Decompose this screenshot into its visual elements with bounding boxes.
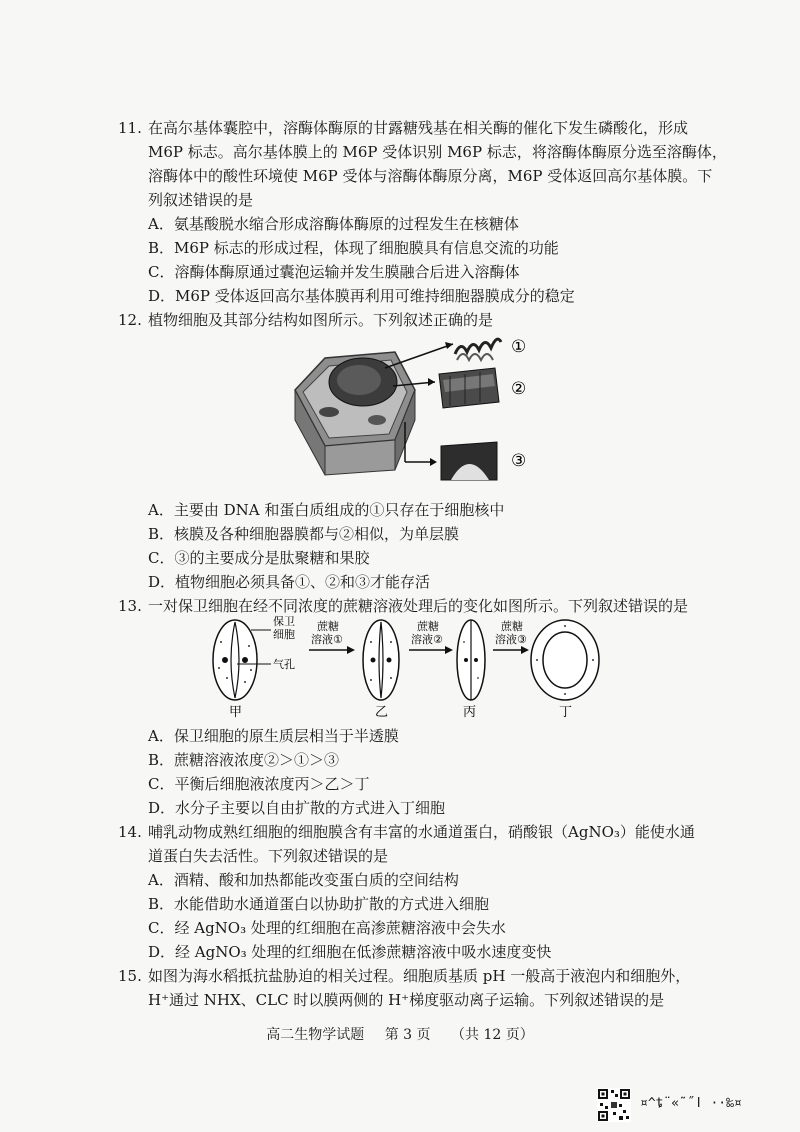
q12-stem: 植物细胞及其部分结构如图所示。下列叙述正确的是 xyxy=(148,311,494,329)
cell-label-ding: 丁 xyxy=(559,705,573,720)
guard-cell-yi xyxy=(363,620,399,700)
arrow-3-label-top: 蔗糖 xyxy=(501,620,523,633)
label-pore: 气孔 xyxy=(273,658,295,671)
figure-label-1: ① xyxy=(511,337,527,357)
q14-number: 14. xyxy=(118,823,142,841)
cell-label-bing: 丙 xyxy=(463,705,477,720)
footer-total-pages: （共 12 页） xyxy=(451,1027,534,1043)
q11-stem-line-1: 在高尔基体囊腔中，溶酶体酶原的甘露糖残基在相关酶的催化下发生磷酸化，形成 xyxy=(148,119,689,137)
arrow-2-label-bottom: 溶液② xyxy=(411,633,443,646)
q12-option-b: B．核膜及各种细胞器膜都与②相似，为单层膜 xyxy=(148,525,460,543)
q13-number: 13. xyxy=(118,597,142,615)
q11-option-d: D．M6P 受体返回高尔基体膜再利用可维持细胞器膜成分的稳定 xyxy=(148,287,575,305)
q11-stem-line-4: 列叙述错误的是 xyxy=(148,191,254,209)
cell-label-yi: 乙 xyxy=(375,705,389,720)
q12-option-c: C．③的主要成分是肽聚糖和果胶 xyxy=(148,549,370,567)
guard-cell-jia xyxy=(213,620,257,700)
q15-number: 15. xyxy=(118,967,142,985)
q11-option-a: A．氨基酸脱水缩合形成溶酶体酶原的过程发生在核糖体 xyxy=(148,215,519,233)
q13-stem: 一对保卫细胞在经不同浓度的蔗糖溶液处理后的变化如图所示。下列叙述错误的是 xyxy=(148,597,689,615)
q13-option-b: B．蔗糖溶液浓度②＞①＞③ xyxy=(148,751,340,769)
q14-option-b: B．水能借助水通道蛋白以协助扩散的方式进入细胞 xyxy=(148,895,490,913)
guard-cell-ding xyxy=(531,620,599,700)
q11-stem-line-2: M6P 标志。高尔基体膜上的 M6P 受体识别 M6P 标志，将溶酶体酶原分选至溶酶体， xyxy=(148,143,727,161)
plant-cell-figure xyxy=(285,330,545,490)
q11-number: 11. xyxy=(118,119,142,137)
arrow-1-label-bottom: 溶液① xyxy=(311,633,343,646)
q15-stem-line-1: 如图为海水稻抵抗盐胁迫的相关过程。细胞质基质 pH 一般高于液泡内和细胞外， xyxy=(148,967,691,985)
guard-cell-bing xyxy=(457,620,485,700)
q11-stem-line-3: 溶酶体中的酸性环境使 M6P 受体与溶酶体酶原分离，M6P 受体返回高尔基体膜。下 xyxy=(148,167,713,185)
q14-option-d: D．经 AgNO₃ 处理的红细胞在低渗蔗糖溶液中吸水速度变快 xyxy=(148,943,552,961)
figure-label-3: ③ xyxy=(511,451,527,471)
figure-label-2: ② xyxy=(511,379,527,399)
q14-option-a: A．酒精、酸和加热都能改变蛋白质的空间结构 xyxy=(148,871,459,889)
footer-page-number: 第 3 页 xyxy=(384,1027,431,1043)
page-footer xyxy=(0,1024,800,1044)
arrow-2-label-top: 蔗糖 xyxy=(417,620,439,633)
q12-option-a: A．主要由 DNA 和蛋白质组成的①只存在于细胞核中 xyxy=(148,501,505,519)
cell-label-jia: 甲 xyxy=(229,705,243,720)
q13-option-d: D．水分子主要以自由扩散的方式进入丁细胞 xyxy=(148,799,446,817)
q14-option-c: C．经 AgNO₃ 处理的红细胞在高渗蔗糖溶液中会失水 xyxy=(148,919,506,937)
cell-wall-structure xyxy=(441,442,497,480)
plant-cell-diagram xyxy=(295,352,415,475)
guard-cell-figure xyxy=(205,612,605,722)
q11-option-c: C．溶酶体酶原通过囊泡运输并发生膜融合后进入溶酶体 xyxy=(148,263,520,281)
q11-option-b: B．M6P 标志的形成过程，体现了细胞膜具有信息交流的功能 xyxy=(148,239,559,257)
q13-option-c: C．平衡后细胞液浓度丙＞乙＞丁 xyxy=(148,775,370,793)
q13-option-a: A．保卫细胞的原生质层相当于半透膜 xyxy=(148,727,399,745)
q14-stem-line-2: 道蛋白失去活性。下列叙述错误的是 xyxy=(148,847,389,865)
membrane-structure xyxy=(439,368,499,408)
arrow-3-label-bottom: 溶液③ xyxy=(495,633,527,646)
label-guard-2: 细胞 xyxy=(273,628,295,641)
q12-number: 12. xyxy=(118,311,142,329)
scan-text: ¤^ȶ¨«˜˝ǀ ··‰¤ xyxy=(640,1096,742,1111)
arrow-1-label-top: 蔗糖 xyxy=(317,620,339,633)
q14-stem-line-1: 哺乳动物成熟红细胞的细胞膜含有丰富的水通道蛋白，硝酸银（AgNO₃）能使水通 xyxy=(148,823,695,841)
q15-stem-line-2: H⁺通过 NHX、CLC 时以膜两侧的 H⁺梯度驱动离子运输。下列叙述错误的是 xyxy=(148,991,665,1009)
qr-code-icon xyxy=(597,1088,631,1122)
chromatin-structure xyxy=(455,339,501,360)
label-guard-1: 保卫 xyxy=(273,615,295,628)
footer-subject: 高二生物学试题 xyxy=(266,1027,365,1043)
q12-option-d: D．植物细胞必须具备①、②和③才能存活 xyxy=(148,573,431,591)
